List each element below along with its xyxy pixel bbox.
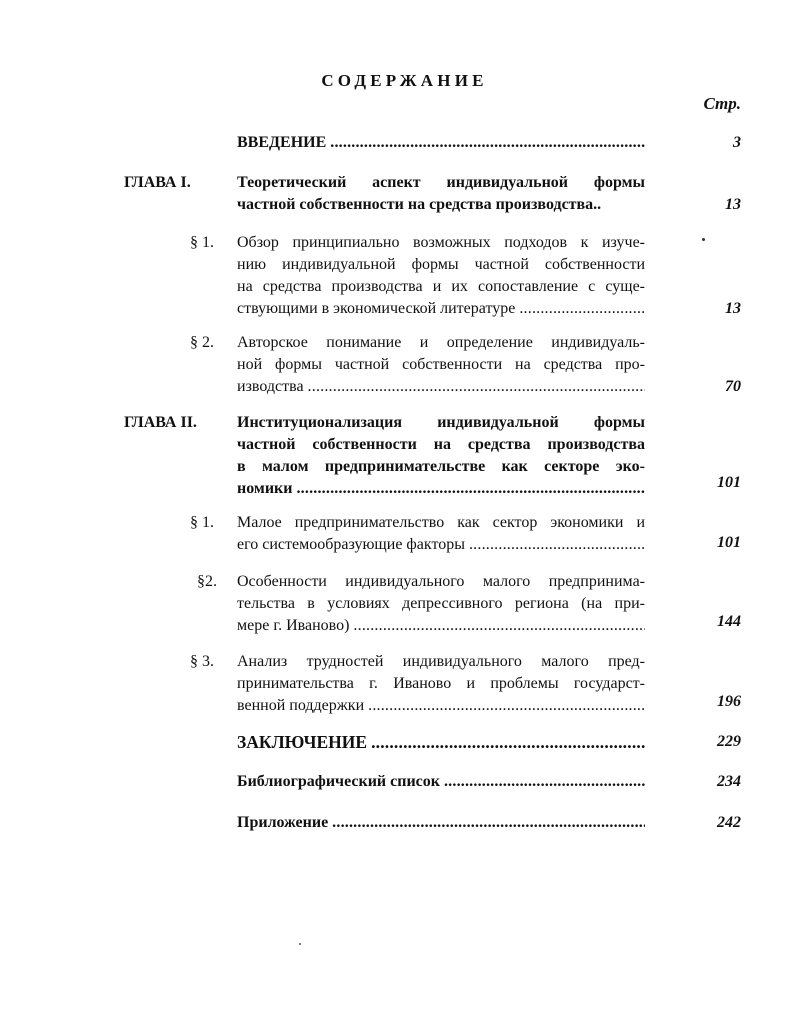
entry-line: в малом предпринимательстве как секторе эко- bbox=[237, 458, 645, 475]
entry-line: нию индивидуальной формы частной собственности bbox=[237, 256, 645, 273]
chapter-label: ГЛАВА I. bbox=[124, 174, 191, 191]
page-number: 229 bbox=[717, 733, 741, 750]
entry-text bbox=[237, 232, 645, 320]
entry-line: изводства ..... bbox=[237, 376, 645, 398]
pages-column-header: Стр. bbox=[703, 94, 741, 113]
entry-text bbox=[237, 412, 645, 500]
page-number: 70 bbox=[725, 378, 741, 395]
page-number: 13 bbox=[725, 300, 741, 317]
entry-line: его системообразующие факторы ..... bbox=[237, 534, 645, 556]
entry-text bbox=[237, 812, 645, 834]
entry-text bbox=[237, 132, 645, 154]
entry-line: частной собственности на средства производства bbox=[237, 436, 645, 453]
entry-text bbox=[237, 651, 645, 717]
entry-line: на средства производства и их сопоставление с суще- bbox=[237, 278, 645, 295]
entry-line: тельства в условиях депрессивного региона (на при- bbox=[237, 595, 645, 612]
scan-speck bbox=[299, 943, 301, 945]
section-label: § 3. bbox=[190, 653, 214, 670]
entry-line: Малое предпринимательство как сектор экономики и bbox=[237, 514, 645, 531]
page-number: 3 bbox=[733, 134, 741, 151]
section-label: § 1. bbox=[190, 514, 214, 531]
entry-text bbox=[237, 571, 645, 637]
page-number: 234 bbox=[717, 773, 741, 790]
page-number: 144 bbox=[717, 613, 741, 630]
page-number: 101 bbox=[717, 534, 741, 551]
entry-text bbox=[237, 771, 645, 793]
entry-line: ЗАКЛЮЧЕНИЕ ..... bbox=[237, 731, 645, 753]
entry-text bbox=[237, 332, 645, 398]
entry-line: номики ..... bbox=[237, 478, 645, 500]
chapter-label: ГЛАВА II. bbox=[124, 414, 197, 431]
entry-line: ствующими в экономической литературе ..... bbox=[237, 298, 645, 320]
entry-line: мере г. Иваново) ..... bbox=[237, 615, 645, 637]
section-label: §2. bbox=[197, 573, 217, 590]
scan-speck bbox=[702, 238, 705, 241]
entry-line: Институционализация индивидуальной формы bbox=[237, 414, 645, 431]
entry-line: принимательства г. Иваново и проблемы государст- bbox=[237, 675, 645, 692]
page-number: 13 bbox=[725, 196, 741, 213]
entry-line: Особенности индивидуального малого предпринима- bbox=[237, 573, 645, 590]
entry-line: Библиографический список ..... bbox=[237, 771, 645, 793]
entry-line: Анализ трудностей индивидуального малого пред- bbox=[237, 653, 645, 670]
entry-line: ВВЕДЕНИЕ ..... bbox=[237, 132, 645, 154]
entry-line: частной собственности на средства производства.. bbox=[237, 196, 602, 213]
entry-text bbox=[237, 512, 645, 556]
section-label: § 2. bbox=[190, 334, 214, 351]
page-number: 101 bbox=[717, 474, 741, 491]
entry-line: Приложение ..... bbox=[237, 812, 645, 834]
entry-text bbox=[237, 731, 645, 753]
entry-line: венной поддержки ..... bbox=[237, 695, 645, 717]
toc-title: СОДЕРЖАНИЕ bbox=[321, 71, 488, 90]
entry-line: Теоретический аспект индивидуальной формы bbox=[237, 174, 645, 191]
page-number: 242 bbox=[717, 814, 741, 831]
entry-line: ной формы частной собственности на средства про- bbox=[237, 356, 645, 373]
entry-line: Авторское понимание и определение индивидуаль- bbox=[237, 334, 645, 351]
entry-text bbox=[237, 172, 645, 216]
page-number: 196 bbox=[717, 693, 741, 710]
entry-line: Обзор принципиально возможных подходов к изуче- bbox=[237, 234, 645, 251]
section-label: § 1. bbox=[190, 234, 214, 251]
